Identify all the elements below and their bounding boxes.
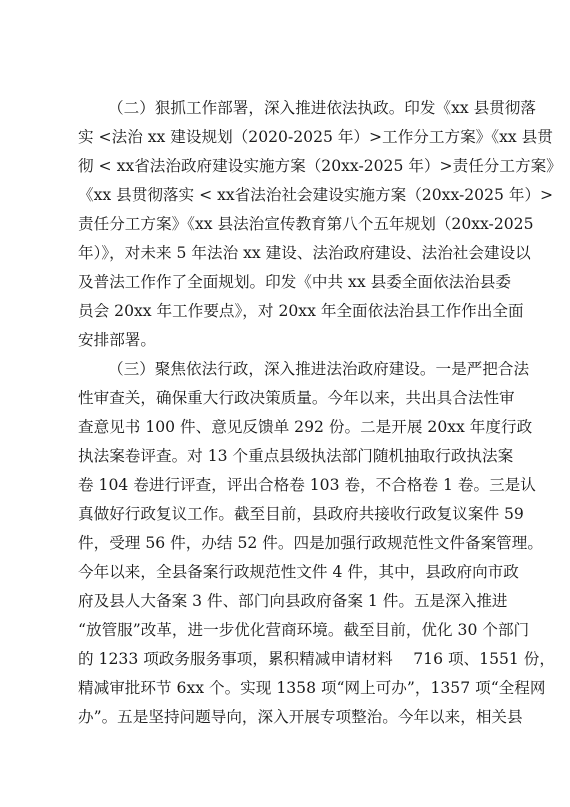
paragraph-line: 精减审批环节 6xx 个。实现 1358 项“网上可办”，1357 项“全程网: [78, 679, 546, 697]
paragraph-line: （二）狠抓工作部署，深入推进依法执政。印发《xx 县贯彻落: [108, 99, 536, 117]
paragraph-line: 责任分工方案》《xx 县法治宣传教育第八个五年规划（20xx-2025: [78, 215, 534, 233]
paragraph-line: （三）聚焦依法行政，深入推进法治政府建设。一是严把合法: [108, 360, 530, 378]
paragraph-line: 的 1233 项政务服务事项，累积精减申请材料 716 项、1551 份，: [78, 650, 555, 668]
paragraph-line: 员会 20xx 年工作要点》，对 20xx 年全面依法治县工作作出全面: [78, 302, 524, 320]
paragraph-line: 《xx 县贯彻落实 < xx省法治社会建设实施方案（20xx-2025 年）>: [78, 186, 554, 204]
paragraph-line: 今年以来，全县备案行政规范性文件 4 件，其中，县政府向市政: [78, 563, 519, 581]
paragraph-line: 执法案卷评查。对 13 个重点县级执法部门随机抽取行政执法案: [78, 447, 514, 465]
paragraph-line: 实 <法治 xx 建设规划（2020-2025 年）>工作分工方案》《xx 县贯: [78, 128, 553, 146]
paragraph-line: 府及县人大备案 3 件、部门向县政府备案 1 件。五是深入推进: [78, 592, 508, 610]
paragraph-line: 安排部署。: [78, 331, 156, 349]
paragraph-line: 彻 < xx省法治政府建设实施方案（20xx-2025 年）>责任分工方案》: [78, 157, 562, 175]
paragraph-line: 真做好行政复议工作。截至目前，县政府共接收行政复议案件 59: [78, 505, 524, 523]
paragraph-line: “放管服”改革，进一步优化营商环境。截至目前，优化 30 个部门: [78, 621, 530, 639]
paragraph-line: 办”。五是坚持问题导向，深入开展专项整治。今年以来，相关县: [78, 708, 523, 726]
paragraph-line: 及普法工作作了全面规划。印发《中共 xx 县委全面依法治县委: [78, 273, 511, 291]
paragraph-line: 件，受理 56 件，办结 52 件。四是加强行政规范性文件备案管理。: [78, 534, 543, 552]
paragraph-line: 性审查关，确保重大行政决策质量。今年以来，共出具合法性审: [78, 389, 515, 407]
paragraph-line: 查意见书 100 件、意见反馈单 292 份。二是开展 20xx 年度行政: [78, 418, 533, 436]
paragraph-line: 年）》，对未来 5 年法治 xx 建设、法治政府建设、法治社会建设以: [78, 244, 531, 262]
paragraph-line: 卷 104 卷进行评查，评出合格卷 103 卷，不合格卷 1 卷。三是认: [78, 476, 536, 494]
